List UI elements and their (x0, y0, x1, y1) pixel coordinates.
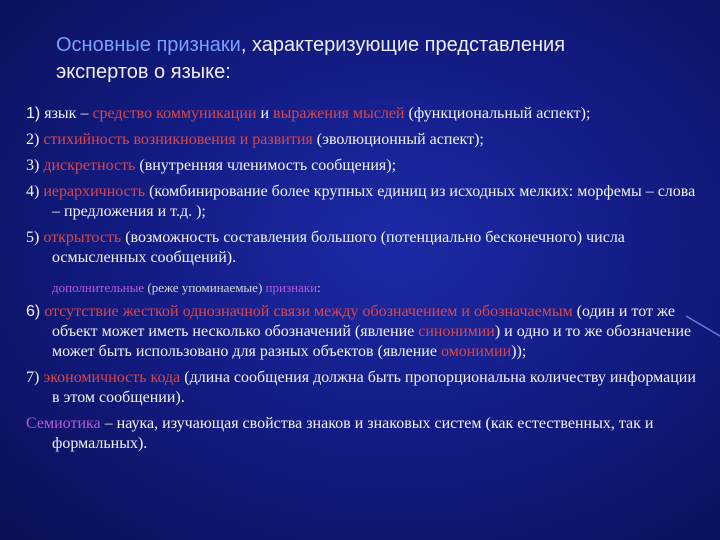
title-rest: , характеризующие представления экспертов о языке: (56, 34, 566, 83)
item-number: 6) (26, 303, 41, 320)
item-text: (комбинирование более крупных единиц из исходных мелких: морфемы – слова – предложения и т.д. ); (52, 183, 696, 220)
item-term: отсутствие жесткой однозначной связи между обозначением и обозначаемым (40, 303, 573, 320)
additional-features-note (26, 278, 706, 298)
item-term: экономичность кода (39, 369, 181, 386)
item-text: ) и одно и то же обозначение может быть использовано для разных объектов (явление (52, 323, 692, 360)
list-item-4 (26, 182, 706, 222)
list-item-3 (26, 156, 706, 176)
item-text: (длина сообщения должна быть пропорциональна количеству информации в этом сообщении). (52, 369, 696, 406)
item-number: 1) (26, 105, 41, 122)
list-item-5 (26, 228, 706, 268)
note-term: дополнительные (52, 280, 145, 295)
semiotics-text: – наука, изучающая свойства знаков и знаковых систем (как естественных, так и формальных). (52, 415, 654, 452)
item-text: (возможность составления большого (потенциально бесконечного) числа осмысленных сообщений). (52, 229, 625, 266)
item-text: язык – (40, 105, 93, 122)
note-term: признаки (265, 280, 318, 295)
item-term: дискретность (39, 157, 136, 174)
item-text: (функциональный аспект); (404, 105, 591, 122)
item-term: открытость (39, 229, 122, 246)
note-text: (реже упоминаемые) (144, 280, 266, 295)
list-item-7 (26, 368, 706, 408)
item-text: (один и тот же объект может иметь несколько обозначений (явление (52, 303, 675, 340)
item-number: 7) (26, 369, 40, 386)
item-term: синонимии (418, 323, 495, 340)
item-text: (внутренняя членимость сообщения); (135, 157, 397, 174)
item-term: стихийность возникновения и развития (39, 131, 313, 148)
semiotics-term: Семиотика (26, 415, 101, 432)
item-text: )); (511, 343, 527, 360)
slide-title (56, 32, 656, 86)
list-item-6 (26, 302, 706, 362)
item-text: и (256, 105, 274, 122)
item-term: выражения мыслей (273, 105, 405, 122)
item-number: 4) (26, 183, 40, 200)
item-term: иерархичность (39, 183, 146, 200)
semiotics-definition (26, 414, 706, 454)
item-number: 3) (26, 157, 40, 174)
note-text: : (317, 280, 321, 295)
item-number: 2) (26, 131, 40, 148)
slide-body (26, 104, 706, 460)
item-number: 5) (26, 229, 40, 246)
list-item-1 (26, 104, 706, 124)
decorative-line (680, 300, 720, 340)
title-accent: Основные признаки (56, 34, 241, 56)
list-item-2 (26, 130, 706, 150)
item-term: омонимии (440, 343, 512, 360)
item-text: (эволюционный аспект); (312, 131, 484, 148)
item-term: средство коммуникации (92, 105, 257, 122)
